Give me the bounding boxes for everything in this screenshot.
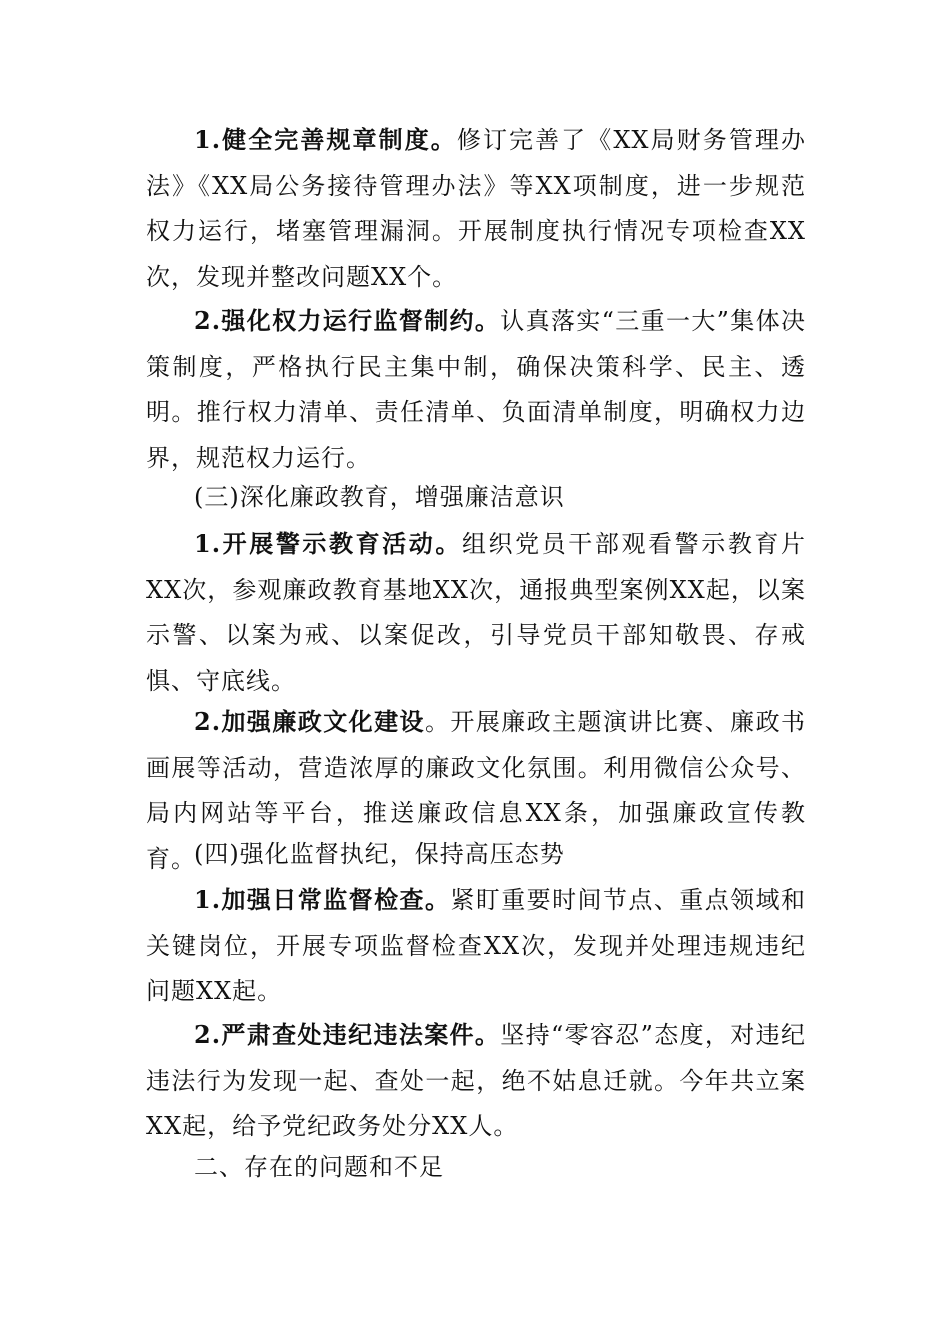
- paragraph-title: 2.加强廉政文化建设: [194, 707, 425, 736]
- paragraph-title: 2.强化权力运行监督制约。: [194, 306, 501, 335]
- paragraph-power-supervision: [146, 298, 806, 481]
- paragraph-daily-supervision: [146, 877, 806, 1015]
- paragraph-case-handling: [146, 1012, 806, 1150]
- paragraph-title: 2.严肃查处违纪违法案件。: [194, 1020, 501, 1049]
- paragraph-body: 坚持“零容忍”态度，对违纪违法行为发现一起、查处一起，绝不姑息迁就。今年共立案XX起，给予党纪政务处分XX人。: [146, 1021, 806, 1141]
- paragraph-body: 组织党员干部观看警示教育片XX次，参观廉政教育基地XX次，通报典型案例XX起，以案示警、以案为戒、以案促改，引导党员干部知敬畏、存戒惧、守底线。: [146, 530, 806, 695]
- paragraph-body: 认真落实“三重一大”集体决策制度，严格执行民主集中制，确保决策科学、民主、透明。推行权力清单、责任清单、负面清单制度，明确权力边界，规范权力运行。: [146, 307, 806, 472]
- section-heading-four: (四)强化监督执纪，保持高压态势: [194, 840, 565, 868]
- paragraph-title: 1.加强日常监督检查。: [194, 885, 451, 914]
- paragraph-body: 紧盯重要时间节点、重点领域和关键岗位，开展专项监督检查XX次，发现并处理违规违纪问题XX起。: [146, 886, 806, 1006]
- chapter-heading-problems: 二、存在的问题和不足: [194, 1153, 444, 1181]
- paragraph-body: 。开展廉政主题演讲比赛、廉政书画展等活动，营造浓厚的廉政文化氛围。利用微信公众号、局内网站等平台，推送廉政信息XX条，加强廉政宣传教育。: [146, 708, 807, 873]
- paragraph-warning-education: [146, 521, 806, 704]
- paragraph-title: 1.开展警示教育活动。: [194, 529, 462, 558]
- paragraph-title: 1.健全完善规章制度。: [194, 125, 457, 154]
- paragraph-body: 修订完善了《XX局财务管理办法》《XX局公务接待管理办法》等XX项制度，进一步规范权力运行，堵塞管理漏洞。开展制度执行情况专项检查XX次，发现并整改问题XX个。: [146, 126, 806, 291]
- section-heading-three: (三)深化廉政教育，增强廉洁意识: [194, 483, 565, 511]
- paragraph-rules-system: [146, 117, 806, 300]
